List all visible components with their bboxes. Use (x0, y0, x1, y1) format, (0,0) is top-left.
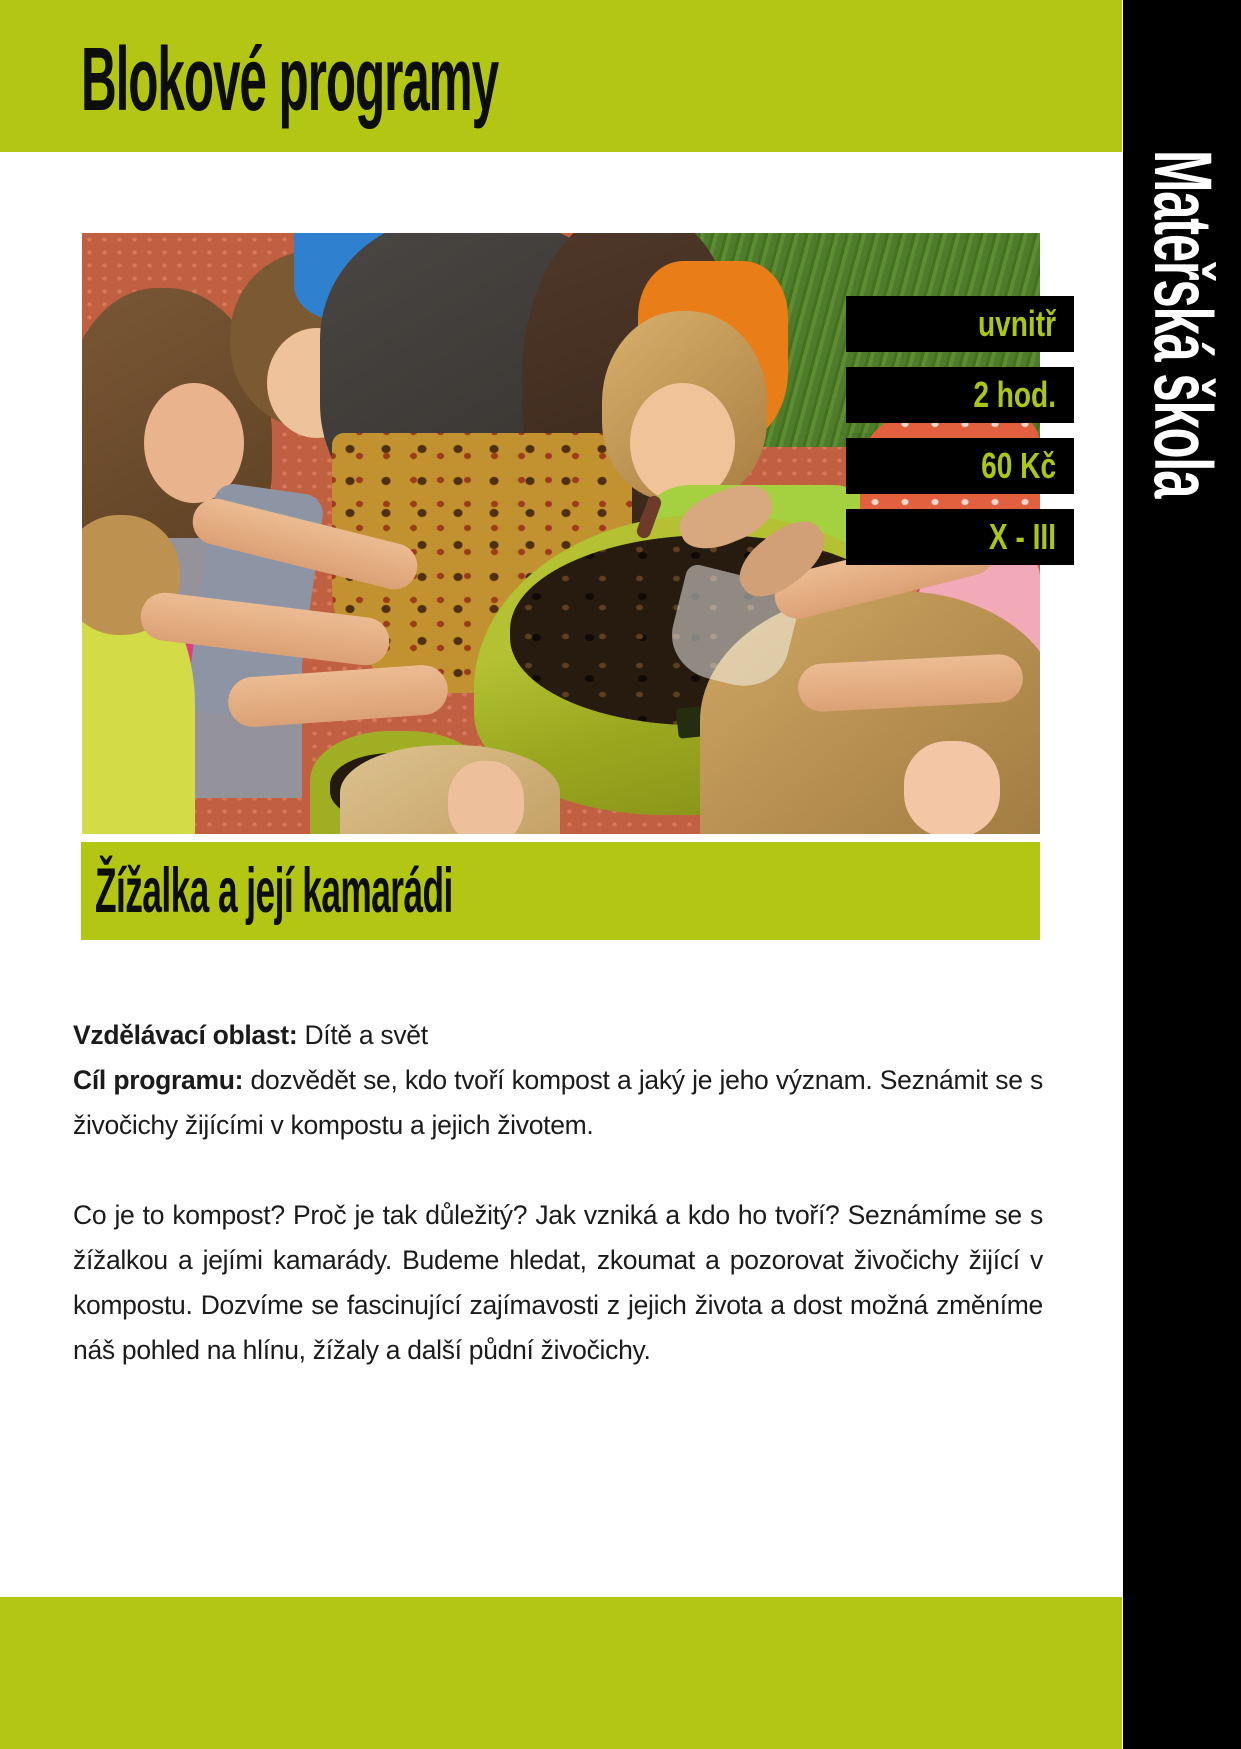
program-title-bar (81, 842, 1040, 940)
badge-venue-label: uvnitř (977, 303, 1056, 344)
badge-term (846, 509, 1074, 565)
info-text-program-goal: dozvědět se, kdo tvoří kompost a jaký je jeho význam. Seznámit se s živočichy žijícími v kompostu a jejich životem. (73, 1065, 1043, 1140)
info-line-education-area (73, 1013, 1043, 1058)
info-label-program-goal: Cíl programu: (73, 1065, 244, 1095)
badge-price-label: 60 Kč (981, 445, 1056, 486)
info-label-education-area: Vzdělávací oblast: (73, 1020, 298, 1050)
badge-duration (846, 367, 1074, 423)
info-line-program-goal (73, 1058, 1043, 1148)
side-strip (1123, 0, 1241, 1749)
bottom-bar (0, 1597, 1122, 1749)
side-strip-label: Mateřská škola (1137, 150, 1228, 498)
badge-venue (846, 296, 1074, 352)
program-title: Žížalka a její kamarádi (95, 856, 453, 926)
photo-detail-hand (448, 761, 524, 834)
program-description: Co je to kompost? Proč je tak důležitý? Jak vzniká a kdo ho tvoří? Seznámíme se s žížalkou a jejími kamarády. Budeme hledat, zkoumat a pozorovat živočichy žijící v kompostu. Dozvíme se fascinující zajímavosti z jejich života a dost možná změníme náš pohled na hlínu, žížaly a další půdní živočichy. (73, 1200, 1043, 1365)
badge-price (846, 438, 1074, 494)
page-title: Blokové programy (81, 30, 499, 130)
info-text-education-area: Dítě a svět (304, 1020, 428, 1050)
badge-term-label: X - III (988, 516, 1056, 557)
photo-detail-hand (904, 741, 1000, 834)
program-details (73, 1013, 1043, 1373)
badge-duration-label: 2 hod. (973, 374, 1056, 415)
page-header-bar (0, 0, 1122, 152)
